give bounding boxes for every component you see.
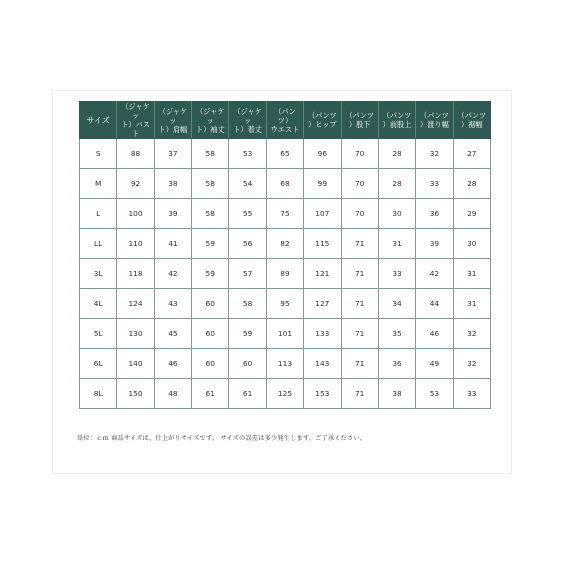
size-label-cell: 5L (80, 319, 117, 349)
measurement-cell: 60 (192, 349, 229, 379)
measurement-cell: 57 (229, 259, 266, 289)
measurement-cell: 44 (416, 289, 453, 319)
measurement-cell: 39 (154, 199, 191, 229)
measurement-cell: 59 (229, 319, 266, 349)
measurement-cell: 71 (341, 319, 378, 349)
measurement-cell: 31 (453, 289, 490, 319)
measurement-cell: 42 (154, 259, 191, 289)
size-label-cell: LL (80, 229, 117, 259)
measurement-cell: 32 (453, 349, 490, 379)
measurement-cell: 53 (229, 139, 266, 169)
header-cell: （パンツ ）股下 (341, 102, 378, 139)
header-cell: （ジャケッ ト）袖丈 (192, 102, 229, 139)
measurement-cell: 36 (416, 199, 453, 229)
header-cell: （パンツ ）渡り幅 (416, 102, 453, 139)
measurement-cell: 71 (341, 289, 378, 319)
measurement-cell: 113 (266, 349, 303, 379)
measurement-cell: 41 (154, 229, 191, 259)
measurement-cell: 70 (341, 169, 378, 199)
measurement-cell: 28 (453, 169, 490, 199)
measurement-cell: 39 (416, 229, 453, 259)
measurement-cell: 153 (304, 379, 341, 409)
size-label-cell: 6L (80, 349, 117, 379)
measurement-cell: 56 (229, 229, 266, 259)
table-row (80, 319, 491, 349)
measurement-cell: 38 (154, 169, 191, 199)
measurement-cell: 27 (453, 139, 490, 169)
measurement-cell: 32 (453, 319, 490, 349)
measurement-cell: 49 (416, 349, 453, 379)
measurement-cell: 43 (154, 289, 191, 319)
size-label-cell: S (80, 139, 117, 169)
table-row (80, 289, 491, 319)
measurement-cell: 58 (192, 169, 229, 199)
header-cell: （パンツ ）裾幅 (453, 102, 490, 139)
measurement-cell: 150 (117, 379, 154, 409)
table-header-row (80, 102, 491, 139)
header-cell: （ジャケッ ト）肩幅 (154, 102, 191, 139)
measurement-cell: 48 (154, 379, 191, 409)
table-row (80, 229, 491, 259)
measurement-cell: 96 (304, 139, 341, 169)
measurement-cell: 95 (266, 289, 303, 319)
header-cell: （パンツ ）ヒップ (304, 102, 341, 139)
measurement-cell: 92 (117, 169, 154, 199)
table-row (80, 349, 491, 379)
measurement-cell: 70 (341, 139, 378, 169)
measurement-cell: 101 (266, 319, 303, 349)
measurement-cell: 42 (416, 259, 453, 289)
header-cell: （ジャケッ ト）バスト (117, 102, 154, 139)
measurement-cell: 99 (304, 169, 341, 199)
measurement-cell: 31 (453, 259, 490, 289)
measurement-cell: 61 (229, 379, 266, 409)
header-cell: （パンツ） ウエスト (266, 102, 303, 139)
size-label-cell: 4L (80, 289, 117, 319)
measurement-cell: 58 (192, 199, 229, 229)
measurement-cell: 110 (117, 229, 154, 259)
measurement-cell: 53 (416, 379, 453, 409)
measurement-cell: 121 (304, 259, 341, 289)
size-label-cell: 3L (80, 259, 117, 289)
measurement-cell: 125 (266, 379, 303, 409)
measurement-cell: 54 (229, 169, 266, 199)
measurement-cell: 30 (378, 199, 415, 229)
table-row (80, 199, 491, 229)
measurement-cell: 46 (416, 319, 453, 349)
size-chart-card (52, 90, 512, 474)
measurement-cell: 28 (378, 139, 415, 169)
measurement-cell: 100 (117, 199, 154, 229)
measurement-cell: 38 (378, 379, 415, 409)
size-label-cell: 8L (80, 379, 117, 409)
measurement-cell: 34 (378, 289, 415, 319)
measurement-cell: 29 (453, 199, 490, 229)
measurement-cell: 88 (117, 139, 154, 169)
measurement-cell: 36 (378, 349, 415, 379)
measurement-cell: 75 (266, 199, 303, 229)
measurement-cell: 37 (154, 139, 191, 169)
table-row (80, 259, 491, 289)
size-table (79, 101, 491, 409)
measurement-cell: 35 (378, 319, 415, 349)
measurement-cell: 33 (416, 169, 453, 199)
table-row (80, 139, 491, 169)
measurement-cell: 59 (192, 229, 229, 259)
measurement-cell: 143 (304, 349, 341, 379)
measurement-cell: 31 (378, 229, 415, 259)
measurement-cell: 45 (154, 319, 191, 349)
measurement-cell: 33 (453, 379, 490, 409)
header-cell: （ジャケッ ト）着丈 (229, 102, 266, 139)
measurement-cell: 61 (192, 379, 229, 409)
measurement-cell: 33 (378, 259, 415, 289)
table-body (80, 139, 491, 409)
measurement-cell: 55 (229, 199, 266, 229)
measurement-cell: 133 (304, 319, 341, 349)
measurement-cell: 46 (154, 349, 191, 379)
measurement-cell: 107 (304, 199, 341, 229)
measurement-cell: 65 (266, 139, 303, 169)
measurement-cell: 130 (117, 319, 154, 349)
header-cell: （パンツ ）前股上 (378, 102, 415, 139)
measurement-cell: 140 (117, 349, 154, 379)
size-note: 単位：ｃｍ 商品サイズは、仕上がりサイズです。 サイズの誤差は多少発生します。ご了承ください。 (77, 435, 367, 442)
size-label-cell: L (80, 199, 117, 229)
measurement-cell: 60 (192, 319, 229, 349)
measurement-cell: 58 (229, 289, 266, 319)
table-row (80, 379, 491, 409)
measurement-cell: 71 (341, 379, 378, 409)
measurement-cell: 89 (266, 259, 303, 289)
size-label-cell: M (80, 169, 117, 199)
measurement-cell: 71 (341, 229, 378, 259)
measurement-cell: 127 (304, 289, 341, 319)
measurement-cell: 28 (378, 169, 415, 199)
measurement-cell: 118 (117, 259, 154, 289)
measurement-cell: 58 (192, 139, 229, 169)
measurement-cell: 82 (266, 229, 303, 259)
measurement-cell: 60 (229, 349, 266, 379)
table-row (80, 169, 491, 199)
measurement-cell: 60 (192, 289, 229, 319)
measurement-cell: 115 (304, 229, 341, 259)
measurement-cell: 70 (341, 199, 378, 229)
measurement-cell: 71 (341, 349, 378, 379)
header-cell: サイズ (80, 102, 117, 139)
measurement-cell: 124 (117, 289, 154, 319)
measurement-cell: 30 (453, 229, 490, 259)
measurement-cell: 68 (266, 169, 303, 199)
measurement-cell: 71 (341, 259, 378, 289)
measurement-cell: 32 (416, 139, 453, 169)
measurement-cell: 59 (192, 259, 229, 289)
